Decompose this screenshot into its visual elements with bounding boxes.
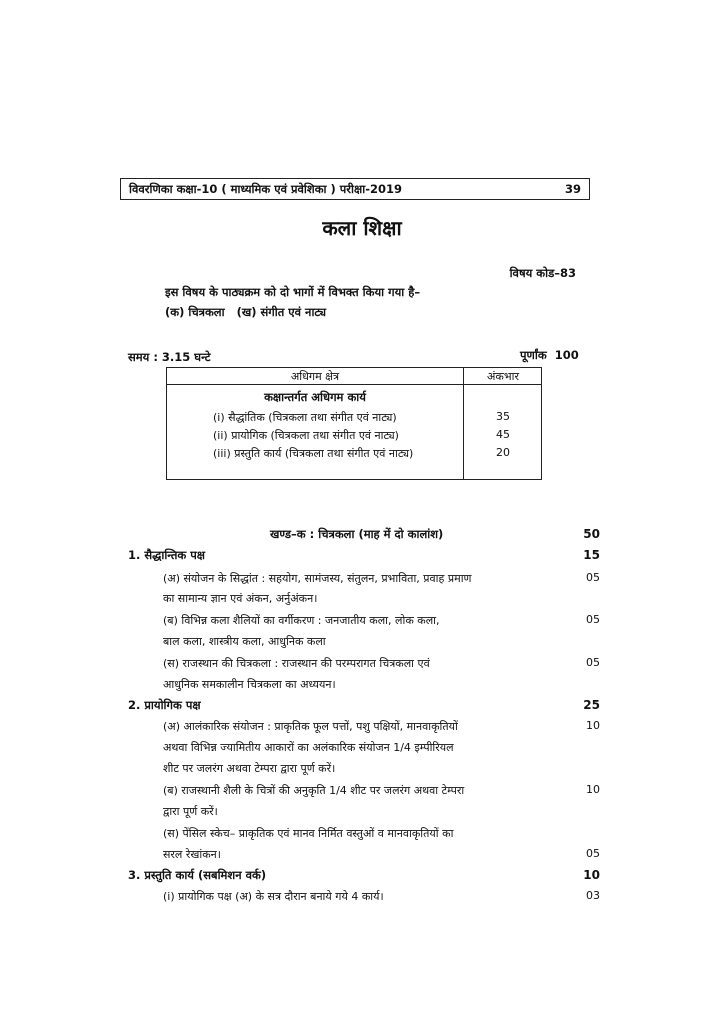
s1-b-marks: 05 (586, 613, 600, 626)
s1-b-line1: (ब) विभिन्न कला शैलियों का वर्गीकरण : जनजातीय कला, लोक कला, (163, 614, 440, 627)
s2-b-marks: 10 (586, 783, 600, 796)
section-heading: खण्ड–क : चित्रकला (माह में दो कालांश) (270, 527, 444, 541)
total-marks-label (520, 348, 579, 363)
s2-b-line1: (ब) राजस्थानी शैली के चित्रों की अनुकृति 1/4 शीट पर जलरंग अथवा टेम्परा (163, 784, 465, 797)
s1-b-line2: बाल कला, शास्त्रीय कला, आधुनिक कला (163, 635, 326, 648)
s2-c-line1: (स) पेंसिल स्केच– प्राकृतिक एवं मानव निर्मित वस्तुओं व मानवाकृतियों का (163, 827, 454, 840)
marks-table (166, 367, 542, 480)
s2-a-line1: (अ) आलंकारिक संयोजन : प्राकृतिक फूल पत्तों, पशु पक्षियों, मानवाकृतियों (163, 720, 458, 733)
s2-marks: 25 (583, 698, 600, 712)
s2-c-line2: सरल रेखांकन। (163, 848, 221, 861)
table-subheading: कक्षान्तर्गत अधिगम कार्य (264, 390, 366, 404)
s3-a-line1: (i) प्रायोगिक पक्ष (अ) के सत्र दौरान बनाये गये 4 कार्य। (163, 890, 384, 903)
s1-a-line2: का सामान्य ज्ञान एवं अंकन, अर्नुअंकन। (163, 592, 318, 605)
intro-text: इस विषय के पाठ्यक्रम को दो भागों में विभक्त किया गया है– (165, 285, 421, 299)
time-label: समय : 3.15 घन्टे (128, 350, 211, 364)
s3-heading: 3. प्रस्तुति कार्य (सबमिशन वर्क) (128, 868, 267, 882)
s1-heading: 1. सैद्धान्तिक पक्ष (128, 548, 206, 562)
total-label: पूर्णांक (520, 348, 547, 362)
s3-a-marks: 03 (586, 889, 600, 902)
table-row-label: (iii) प्रस्तुति कार्य (चित्रकला तथा संगीत एवं नाट्य) (213, 447, 414, 460)
s2-a-line2: अथवा विभिन्न ज्यामितीय आकारों का अलंकारिक संयोजन 1/4 इम्पीरियल (163, 741, 454, 754)
s2-c-marks: 05 (586, 847, 600, 860)
table-row-value: 20 (496, 446, 510, 459)
table-row-value: 45 (496, 428, 510, 441)
s2-heading: 2. प्रायोगिक पक्ष (128, 698, 201, 712)
table-row-label: (i) सैद्धांतिक (चित्रकला तथा संगीत एवं नाट्य) (213, 411, 397, 424)
s2-a-line3: शीट पर जलरंग अथवा टेम्परा द्वारा पूर्ण करें। (163, 762, 336, 775)
subject-code: विषय कोड–83 (509, 266, 576, 280)
table-divider (463, 368, 464, 479)
section-marks: 50 (583, 527, 600, 541)
page-title: कला शिक्षा (322, 216, 402, 240)
s3-marks: 10 (583, 868, 600, 882)
s2-b-line2: द्वारा पूर्ण करें। (163, 805, 218, 818)
running-header (120, 178, 590, 200)
s1-marks: 15 (583, 548, 600, 562)
col-header-area: अधिगम क्षेत्र (290, 370, 340, 383)
header-text: विवरणिका कक्षा-10 ( माध्यमिक एवं प्रवेशिका ) परीक्षा-2019 (129, 182, 402, 196)
table-row-value: 35 (496, 410, 510, 423)
page-number: 39 (564, 182, 581, 196)
s1-a-line1: (अ) संयोजन के सिद्धांत : सहयोग, सामंजस्य, संतुलन, प्रभाविता, प्रवाह प्रमाण (163, 572, 472, 585)
table-row-label: (ii) प्रायोगिक (चित्रकला तथा संगीत एवं नाट्य) (213, 429, 399, 442)
s1-c-line2: आधुनिक समकालीन चित्रकला का अध्ययन। (163, 678, 336, 691)
s2-a-marks: 10 (586, 719, 600, 732)
total-value: 100 (554, 348, 579, 362)
table-header-row (167, 368, 541, 385)
s1-c-line1: (स) राजस्थान की चित्रकला : राजस्थान की परम्परागत चित्रकला एवं (163, 657, 430, 670)
s1-a-marks: 05 (586, 571, 600, 584)
s1-c-marks: 05 (586, 656, 600, 669)
col-header-marks: अंकभार (487, 370, 519, 383)
parts-text: (क) चित्रकला (ख) संगीत एवं नाट्य (165, 305, 327, 319)
